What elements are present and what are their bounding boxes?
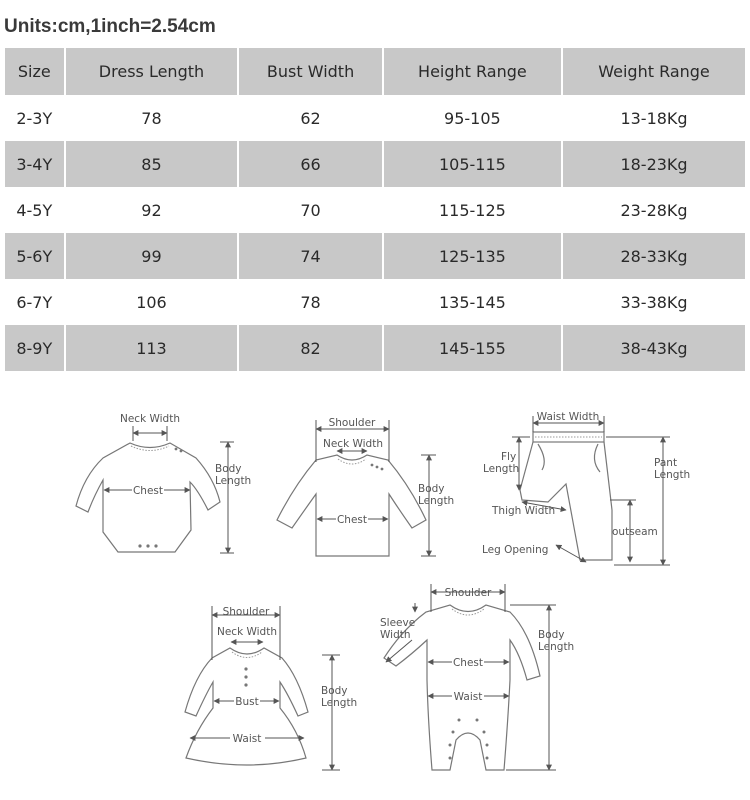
pants-fly-length-label: Length (483, 463, 520, 475)
dress-length-label: Length (321, 697, 358, 709)
dress-diagram (185, 606, 357, 770)
header-size: Size (5, 48, 64, 95)
pants-diagram (482, 411, 690, 565)
cell-dress-length: 92 (141, 200, 162, 220)
cell-bust-width: 82 (239, 325, 381, 371)
bodysuit-diagram (76, 413, 251, 553)
pants-length-label: Length (654, 469, 691, 481)
cell-weight-range: 23-28Kg (620, 200, 688, 220)
cell-weight-range: 33-38Kg (620, 292, 688, 312)
table-row (5, 141, 745, 187)
units-note: Units:cm,1inch=2.54cm (4, 16, 216, 37)
romper-chest-label: Chest (452, 657, 484, 669)
table-row (5, 95, 745, 141)
size-chart-table (3, 48, 747, 371)
cell-bust-width: 78 (300, 292, 321, 312)
cell-height-range: 135-145 (438, 292, 506, 312)
cell-size: 8-9Y (5, 325, 64, 371)
dress-bust-label: Bust (235, 696, 259, 708)
cell-size: 2-3Y (16, 108, 53, 128)
romper-sleeve-label: Sleeve (380, 617, 416, 629)
dress-waist-label: Waist (232, 733, 262, 745)
dress-body-label: Body (321, 685, 348, 697)
shirt-diagram (277, 417, 454, 556)
cell-weight-range: 13-18Kg (620, 108, 688, 128)
table-row (5, 279, 745, 325)
cell-bust-width: 70 (300, 200, 321, 220)
dress-collar (232, 652, 262, 658)
cell-size: 3-4Y (5, 141, 64, 187)
bodysuit-outline (76, 443, 220, 552)
header-weight-range: Weight Range (563, 48, 745, 95)
header-height-range: Height Range (384, 48, 561, 95)
header-dress-length: Dress Length (66, 48, 238, 95)
shirt-neck-label: Neck Width (322, 438, 384, 450)
cell-weight-range: 38-43Kg (563, 325, 745, 371)
cell-size: 4-5Y (16, 200, 53, 220)
cell-dress-length: 99 (66, 233, 238, 279)
shirt-outline (277, 455, 426, 556)
cell-weight-range: 28-33Kg (563, 233, 745, 279)
romper-sleeve-width-label: Width (380, 629, 411, 641)
bodysuit-collar (131, 446, 169, 451)
cell-weight-range: 18-23Kg (563, 141, 745, 187)
table-row (5, 233, 745, 279)
cell-bust-width: 62 (300, 108, 321, 128)
pants-pant-label: Pant (654, 457, 678, 469)
shirt-length-label: Length (418, 495, 455, 507)
bodysuit-chest-label: Chest (132, 485, 164, 497)
pants-thigh-label: Thigh Width (492, 505, 556, 517)
pants-fly-label: Fly (501, 451, 517, 463)
cell-dress-length: 106 (136, 292, 167, 312)
pants-waist-label: Waist Width (536, 411, 600, 423)
cell-height-range: 125-135 (384, 233, 561, 279)
dress-neck-label: Neck Width (216, 626, 278, 638)
cell-size: 6-7Y (16, 292, 53, 312)
romper-diagram (380, 584, 574, 770)
pants-outline (520, 442, 612, 560)
table-header-row (5, 48, 745, 95)
romper-shoulder-label: Shoulder (444, 587, 492, 599)
cell-height-range: 95-105 (444, 108, 501, 128)
shirt-shoulder-label: Shoulder (328, 417, 376, 429)
cell-height-range: 115-125 (438, 200, 506, 220)
header-bust-width: Bust Width (239, 48, 381, 95)
romper-waist-label: Waist (453, 691, 483, 703)
romper-body-label: Body (538, 629, 565, 641)
cell-dress-length: 78 (141, 108, 162, 128)
measurement-diagrams (0, 390, 750, 800)
pants-outseam-label: outseam (612, 526, 658, 538)
cell-bust-width: 74 (239, 233, 381, 279)
cell-height-range: 145-155 (384, 325, 561, 371)
shirt-body-label: Body (418, 483, 445, 495)
cell-height-range: 105-115 (384, 141, 561, 187)
bodysuit-length-label: Length (215, 475, 252, 487)
cell-bust-width: 66 (239, 141, 381, 187)
bodysuit-neck-label: Neck Width (119, 413, 181, 425)
romper-length-label: Length (538, 641, 575, 653)
table-row (5, 187, 745, 233)
cell-dress-length: 113 (66, 325, 238, 371)
pants-leg-opening-label: Leg Opening (482, 544, 549, 556)
cell-dress-length: 85 (66, 141, 238, 187)
bodysuit-body-label: Body (215, 463, 242, 475)
dress-shoulder-label: Shoulder (222, 606, 270, 618)
shirt-chest-label: Chest (336, 514, 368, 526)
table-row (5, 325, 745, 371)
cell-size: 5-6Y (5, 233, 64, 279)
